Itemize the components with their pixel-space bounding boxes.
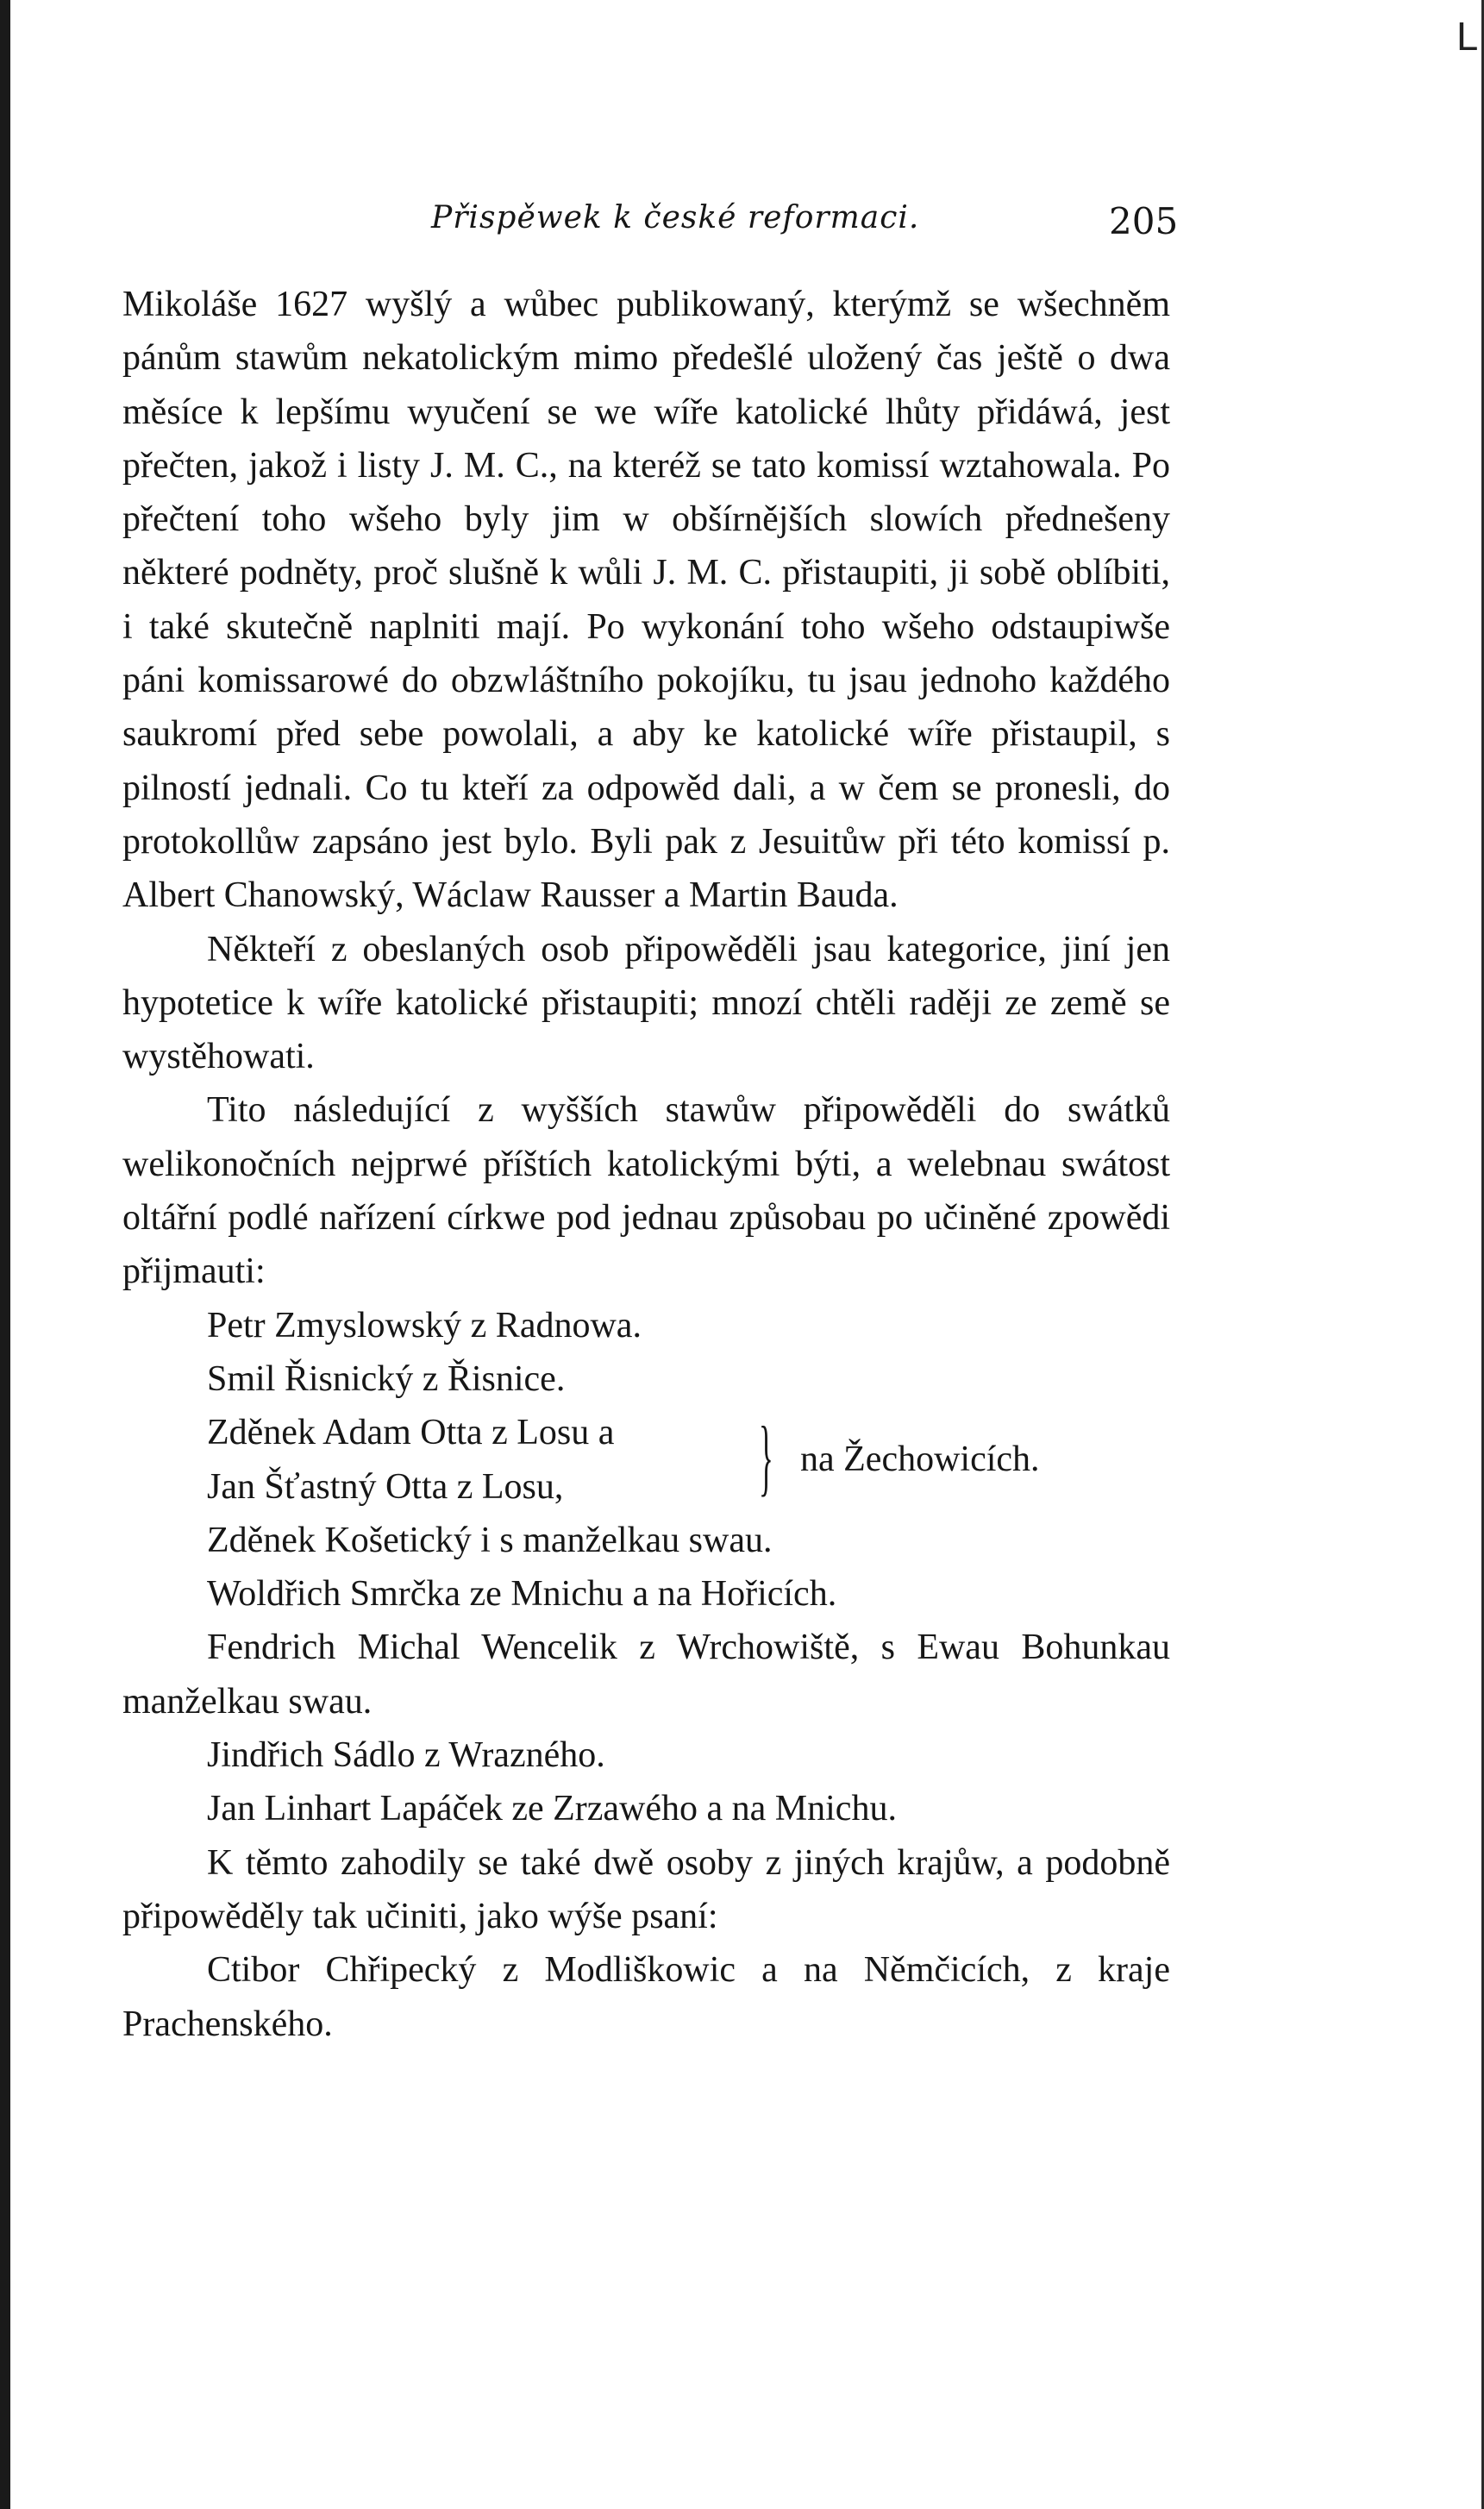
name-entry: Jindřich Sádlo z Wrazného. — [207, 1735, 605, 1776]
name-entry: Fendrich Michal Wencelik z Wrchowiště, s Ewau Bohunkau manželkau swau. — [122, 1628, 1170, 1722]
name-entry: Petr Zmyslowský z Radnowa. — [207, 1305, 642, 1345]
paragraph: K těmto zahodily se také dwě osoby z jiných krajůw, a podobně připowěděly tak učiniti, jako wýše psaní: — [122, 1842, 1170, 1936]
body-text — [122, 278, 1170, 2051]
name-entry: Jan Linhart Lapáček ze Zrzawého a na Mnichu. — [207, 1789, 897, 1829]
scan-corner-mark: ᒪ — [1456, 16, 1477, 60]
paragraph: Někteří z obeslaných osob připowěděli jsau kategorice, jiní jen hypotetice k wíře katolické přistaupiti; mnozí chtěli raději ze země se wystěhowati. — [122, 929, 1170, 1077]
brace-names — [207, 1406, 614, 1514]
name-entry: Jan Šťastný Otta z Losu, — [207, 1466, 564, 1507]
name-entry: Smil Řisnický z Řisnice. — [207, 1358, 566, 1399]
name-entry: Woldřich Smrčka ze Mnichu a na Hořicích. — [207, 1574, 837, 1615]
curly-brace: } — [759, 1408, 773, 1505]
name-entry: Zděnek Adam Otta z Losu a — [207, 1413, 615, 1453]
paragraph: Mikoláše 1627 wyšlý a wůbec publikowaný, kterýmž se wšechněm pánům stawům nekatolickým mimo předešlé uložený čas ještě o dwa měsíce k lepšímu wyučení se we wíře katolické lhůty přidáwá, jest přečten, jakož i listy J. M. C., na kteréž se tato komissí wztahowala. Po přečtení toho wšeho byly jim w obšírnějších slowích přednešeny některé podněty, proč slušně k wůli J. M. C. přistaupiti, ji sobě oblíbiti, i také skutečně naplniti mají. Po wykonání toho wšeho odstaupiwše páni komissarowé do obzwláštního pokojíku, tu jsau jednoho každého saukromí před sebe powolali, a aby ke katolické wíře přistaupil, s pilností jednali. Co tu kteří za odpowěd dali, a w čem se pronesli, do protokollůw zapsáno jest bylo. Byli pak z Jesuitůw při této komissí p. Albert Chanowský, Wáclaw Rausser a Martin Bauda. — [122, 285, 1170, 916]
page-number: 205 — [1109, 200, 1179, 242]
brace-group — [122, 1406, 1170, 1514]
scan-left-edge — [0, 0, 10, 2509]
paragraph: Ctibor Chřipecký z Modliškowic a na Němčicích, z kraje Prachenského. — [122, 1950, 1170, 2044]
brace-place: na Žechowicích. — [800, 1440, 1040, 1480]
paragraph: Tito následující z wyšších stawůw připowěděli do swátků welikonočních nejprwé příštích katolickými býti, a welebnau swátost oltářní podlé nařízení církwe pod jednau způsobau po učiněné zpowědi přijmauti: — [122, 1090, 1170, 1292]
running-head: Přispěwek k české reformaci. — [431, 200, 920, 235]
name-entry: Zděnek Košetický i s manželkau swau. — [207, 1520, 773, 1560]
